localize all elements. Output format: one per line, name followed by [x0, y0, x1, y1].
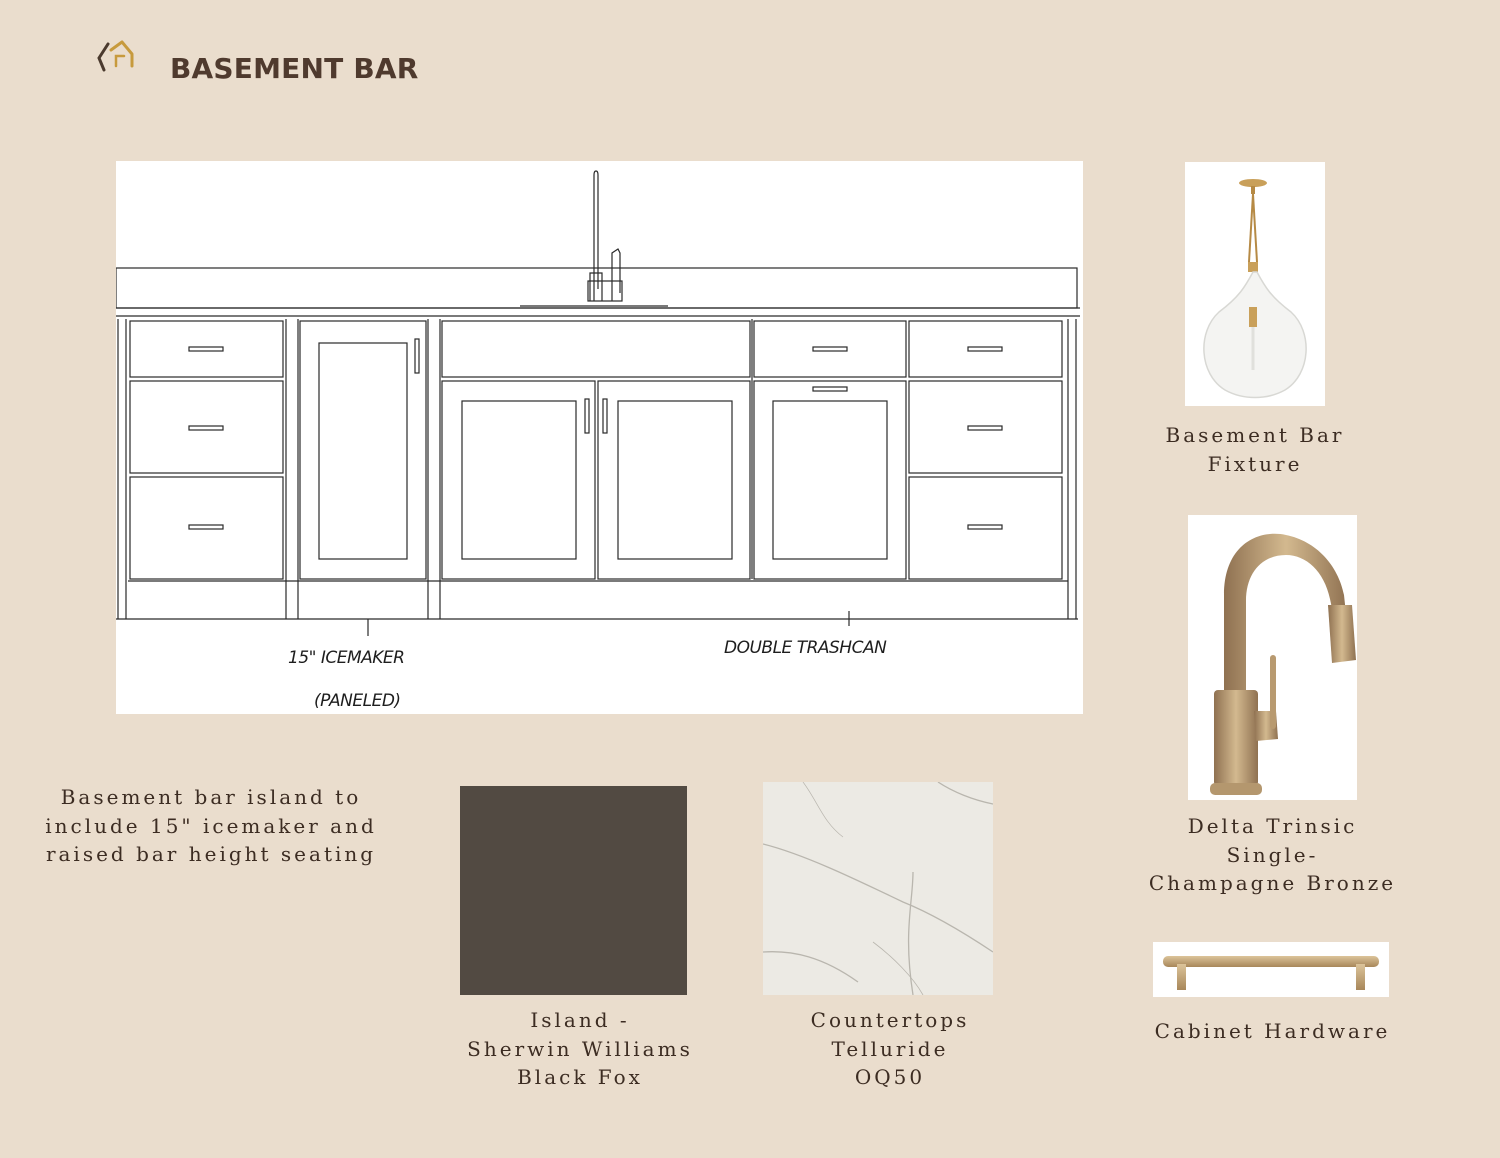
hardware-caption: Cabinet Hardware — [1154, 1019, 1391, 1043]
island-caption-line3: Black Fox — [517, 1065, 643, 1089]
fixture-caption-line1: Basement Bar — [1165, 423, 1345, 447]
countertop-caption-line2: Telluride — [831, 1036, 949, 1061]
description-line3: raised bar height seating — [45, 842, 377, 866]
fixture-caption — [1140, 421, 1370, 478]
island-description — [20, 783, 402, 869]
countertop-caption-line1: Countertops — [810, 1008, 970, 1032]
description-line2: include 15" icemaker and — [45, 813, 377, 838]
faucet-caption-line2: Single- — [1226, 842, 1319, 867]
island-color-swatch — [460, 786, 687, 995]
island-caption-line1: Island - — [530, 1008, 630, 1032]
bar-faucet-photo — [1188, 515, 1357, 800]
page-title: BASEMENT BAR — [170, 52, 419, 85]
icemaker-note: 15" ICEMAKER — [288, 648, 405, 668]
cabinet-elevation-sketch — [116, 161, 1083, 714]
faucet-caption — [1130, 812, 1415, 898]
icemaker-paneled-note: (PANELED) — [314, 691, 401, 711]
trashcan-note: DOUBLE TRASHCAN — [724, 638, 887, 658]
cabinet-hardware-photo — [1153, 942, 1389, 997]
fixture-caption-line2: Fixture — [1207, 451, 1303, 476]
pendant-fixture-photo — [1185, 162, 1325, 406]
description-line1: Basement bar island to — [60, 785, 362, 809]
island-caption — [440, 1006, 720, 1092]
countertop-caption — [760, 1006, 1020, 1092]
faucet-caption-line1: Delta Trinsic — [1187, 814, 1358, 838]
countertop-caption-line3: OQ50 — [854, 1065, 926, 1089]
faucet-caption-line3: Champagne Bronze — [1148, 871, 1397, 895]
countertop-swatch — [763, 782, 993, 995]
island-caption-line2: Sherwin Williams — [467, 1036, 693, 1061]
house-logo-icon — [96, 36, 136, 76]
